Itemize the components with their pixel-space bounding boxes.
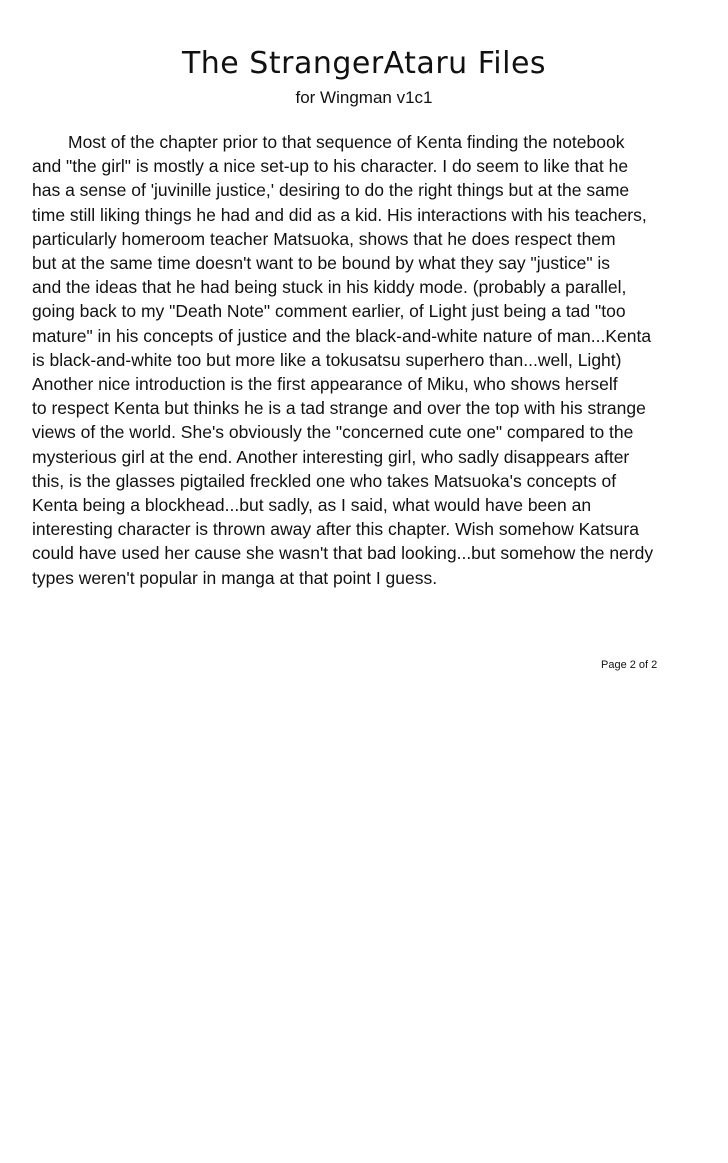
- body-line: but at the same time doesn't want to be bound by what they say "justice" is: [32, 253, 611, 274]
- body-line: to respect Kenta but thinks he is a tad strange and over the top with his strange: [32, 398, 646, 419]
- body-line: and the ideas that he had being stuck in his kiddy mode. (probably a parallel,: [32, 277, 627, 298]
- body-line: has a sense of 'juvinille justice,' desiring to do the right things but at the same: [32, 180, 630, 201]
- body-line: Most of the chapter prior to that sequence of Kenta finding the notebook: [68, 132, 625, 152]
- body-line: could have used her cause she wasn't that bad looking...but somehow the nerdy: [32, 543, 654, 564]
- page-subtitle: for Wingman v1c1: [295, 88, 433, 107]
- body-paragraph: [32, 130, 702, 590]
- body-line: Another nice introduction is the first appearance of Miku, who shows herself: [32, 374, 618, 395]
- body-line: this, is the glasses pigtailed freckled one who takes Matsuoka's concepts of: [32, 470, 617, 491]
- body-line: mature" in his concepts of justice and the black-and-white nature of man...Kenta: [32, 325, 652, 346]
- body-line: mysterious girl at the end. Another interesting girl, who sadly disappears after: [32, 446, 630, 467]
- page-number: Page 2 of 2: [601, 659, 658, 671]
- body-line: going back to my "Death Note" comment earlier, of Light just being a tad "too: [32, 301, 626, 322]
- body-line: and "the girl" is mostly a nice set-up to his character. I do seem to like that he: [32, 156, 629, 177]
- body-line: types weren't popular in manga at that point I guess.: [32, 567, 438, 588]
- body-line: interesting character is thrown away after this chapter. Wish somehow Katsura: [32, 519, 639, 540]
- body-line: views of the world. She's obviously the "concerned cute one" compared to the: [32, 422, 634, 443]
- body-line: time still liking things he had and did as a kid. His interactions with his teachers,: [32, 204, 647, 225]
- page-title: The StrangerAtaru Files: [181, 46, 547, 81]
- body-line: is black-and-white too but more like a tokusatsu superhero than...well, Light): [32, 349, 622, 370]
- body-line: particularly homeroom teacher Matsuoka, shows that he does respect them: [32, 228, 616, 249]
- body-line: Kenta being a blockhead...but sadly, as I said, what would have been an: [32, 495, 592, 516]
